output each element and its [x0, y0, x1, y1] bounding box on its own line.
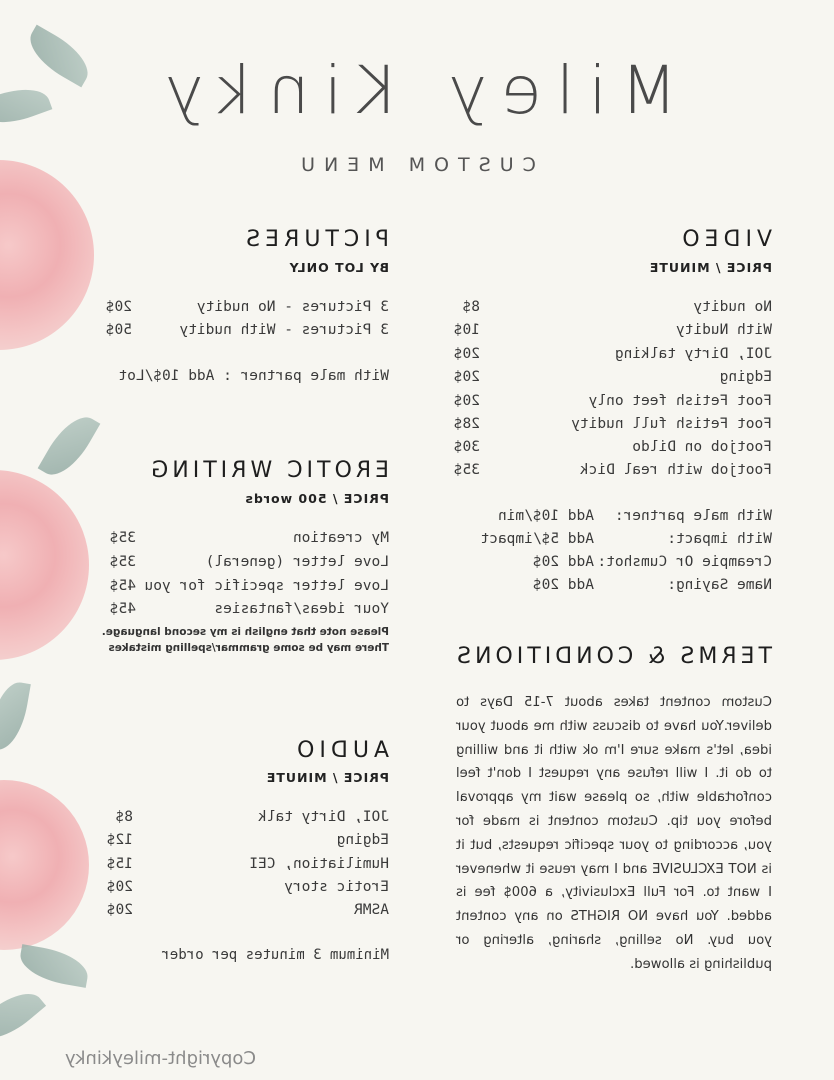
copyright-text: Copyright-mileykinky [65, 1048, 256, 1069]
audio-subheading: PRICE / MINUTE [265, 770, 389, 785]
rose-decoration-bottom [0, 780, 89, 950]
leaf-decoration [38, 408, 101, 485]
leaf-decoration [0, 981, 46, 1051]
erotic-writing-note: Please note that english is my second language. There may be some grammar/spelling mistakes [101, 626, 389, 654]
rose-decoration-middle [0, 470, 89, 660]
leaf-decoration [21, 25, 98, 88]
video-heading: VIDEO [677, 227, 772, 252]
menu-page: Miley Kinky CUSTOM MENU VIDEO PRICE / MINUTE No nudity 8$ With Nudity 10$ JOI, Dirty talking 20$ Edging 20$ Foot Fetish feet only 20$ Foot Fetish full nudity 28$ Footjob on Dildo 30$ Footjob with real Dick 35$ With male partner: Add 10$/min With impact: Add 5$/impact Creampie Or Cumshot: Add 20$ Name Saying: Add 20$ TERMS & CONDITIONS Custom content takes about 7-15 Days to deliver.You have to discuss with me about your idea, let's make sure I'm ok with it and willing to do it. I will refuse any request I don't feel confortable with, so please wait my approval before you tip. Custom content is made for you, according to your specific requests, but it is NOT EXCLUSIVE and I may reuse it whenever I want to. For Full Exclusivity, a 600$ fee is added. You have NO RIGHTS on any content you buy. No selling, sharing, altering or publishing is allowed. PICTURES BY LOT ONLY 3 Pictures - No nudity 20$ 3 Pictures - With nudity 50$ With male partner : Add 10$/Lot EROTIC WRITING PRICE / 500 words My creation 35$ Love letter (general) 35$ Love letter specific for you 45$ Your ideas/fantasies 45$ Please note that english is my second language. There may be some grammar/spelling mistakes AUDIO PRICE / MINUTE JOI, Dirty talk 8$ Edging 12$ Humiliation, CEI 15$ Erotic story 20$ ASMR 20$ Minimum 3 minutes per order Copyright-mileykinky [0, 0, 834, 1080]
erotic-writing-subheading: PRICE / 500 words [244, 491, 389, 506]
page-title: Miley Kinky [150, 52, 678, 129]
pictures-note: With male partner : Add 10$/Lot [118, 368, 389, 384]
leaf-decoration [0, 79, 52, 133]
erotic-writing-heading: EROTIC WRITING [147, 458, 389, 483]
leaf-decoration [17, 944, 91, 988]
audio-heading: AUDIO [292, 738, 389, 763]
page-subtitle: CUSTOM MENU [292, 154, 536, 176]
leaf-decoration [0, 679, 31, 753]
terms-body: Custom content takes about 7-15 Days to deliver.You have to discuss with me about your idea, let's make sure I'm ok with it and willing to do it. I will refuse any request I don't feel confortable with, so please wait my approval before you tip. Custom content is made for you, according to your specific requests, but it is NOT EXCLUSIVE and I may reuse it whenever I want to. For Full Exclusivity, a 600$ fee is added. You have NO RIGHTS on any content you buy. No selling, sharing, altering or publishing is allowed. [456, 695, 772, 972]
pictures-subheading: BY LOT ONLY [288, 260, 389, 275]
terms-heading: TERMS & CONDITIONS [453, 644, 772, 669]
pictures-heading: PICTURES [241, 227, 389, 252]
rose-decoration-top [0, 160, 94, 350]
video-subheading: PRICE / MINUTE [648, 260, 772, 275]
audio-note: Minimum 3 minutes per order [161, 947, 389, 963]
